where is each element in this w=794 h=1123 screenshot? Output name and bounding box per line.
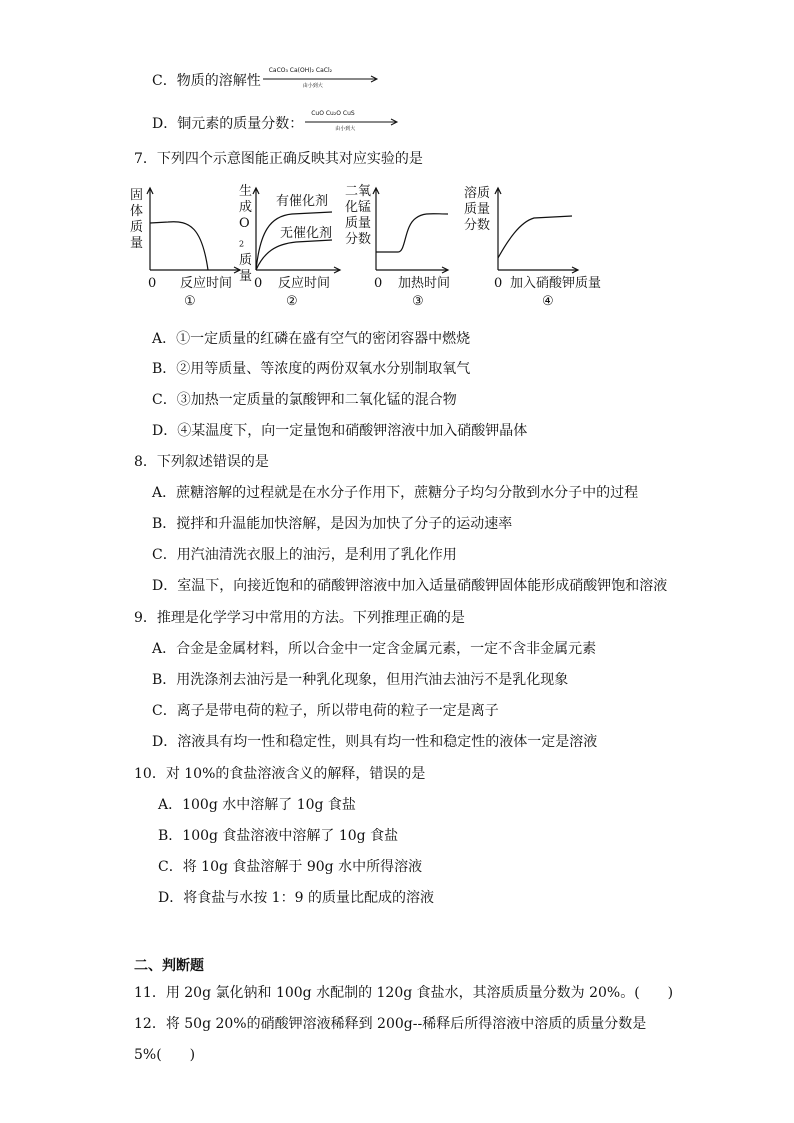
graph-3-plot <box>344 182 454 282</box>
graph-4-origin: 0 <box>494 276 503 291</box>
graph-1-plot <box>128 182 248 282</box>
q10-option-b: B．100g 食盐溶液中溶解了 10g 食盐 <box>158 828 399 844</box>
q10-stem: 10．对 10%的食盐溶液含义的解释，错误的是 <box>134 766 426 782</box>
graph-2-curve-no-catalyst <box>256 240 332 270</box>
q7-stem: 7．下列四个示意图能正确反映其对应实验的是 <box>134 151 423 167</box>
graph-1-xlabel: 反应时间 <box>180 276 233 291</box>
q9-option-a: A．合金是金属材料，所以合金中一定含金属元素，一定不含非金属元素 <box>152 641 597 657</box>
graph-2-xlabel: 反应时间 <box>278 276 331 291</box>
q10-option-c: C．将 10g 食盐溶解于 90g 水中所得溶液 <box>158 859 423 875</box>
q7-option-c: C．③加热一定质量的氯酸钾和二氧化锰的混合物 <box>152 392 457 408</box>
q7-option-a: A．①一定质量的红磷在盛有空气的密闭容器中燃烧 <box>152 331 471 347</box>
q7-graph-3 <box>344 182 454 314</box>
q6-option-c <box>152 67 381 90</box>
q10-option-a: A．100g 水中溶解了 10g 食盐 <box>158 797 356 813</box>
q7-option-d: D．④某温度下，向一定量饱和硝酸钾溶液中加入硝酸钾晶体 <box>152 423 528 439</box>
graph-4-ylabel: 溶质质量分数 <box>464 186 491 233</box>
graph-3-ylabel: 二氧化锰质量分数 <box>345 184 372 247</box>
q8-option-c: C．用汽油清洗衣服上的油污，是利用了乳化作用 <box>152 547 457 563</box>
graph-4-curve <box>498 216 572 258</box>
graph-2-ylabel-sub: 2 <box>239 239 245 249</box>
graph-3-number: ③ <box>412 294 424 309</box>
graph-4-xlabel: 加入硝酸钾质量 <box>510 276 602 291</box>
graph-2-curve2-label: 无催化剂 <box>280 226 333 241</box>
graph-1-number: ① <box>184 294 196 309</box>
q7-graph-2 <box>236 182 346 314</box>
graph-1-origin: 0 <box>148 276 157 291</box>
graph-2-curve1-label: 有催化剂 <box>276 194 329 209</box>
q6-option-c-label: C．物质的溶解性 <box>152 73 261 89</box>
q11-text: 11．用 20g 氯化钠和 100g 水配制的 120g 食盐水，其溶质质量分数为 20%。( ) <box>134 985 674 1001</box>
q9-option-b: B．用洗涤剂去油污是一种乳化现象，但用汽油去油污不是乳化现象 <box>152 672 569 688</box>
graph-2-number: ② <box>286 294 298 309</box>
q6-option-d-label: D．铜元素的质量分数： <box>152 116 304 132</box>
graph-2-origin: 0 <box>254 276 263 291</box>
q8-option-a: A．蔗糖溶解的过程就是在水分子作用下，蔗糖分子均匀分散到水分子中的过程 <box>152 485 639 501</box>
q6-option-c-arrow <box>263 67 381 89</box>
q12-text-line1: 12．将 50g 20%的硝酸钾溶液稀释到 200g--稀释后所得溶液中溶质的质量分数是 <box>134 1016 647 1032</box>
q6-option-c-arrow-above: CaCO₃ Ca(OH)₂ CaCl₂ <box>268 67 333 74</box>
q6-option-d-arrow-below: 由小到大 <box>335 126 356 132</box>
graph-2-ylabel-o: O <box>239 216 250 231</box>
q10-option-d: D．将食盐与水按 1：9 的质量比配成的溶液 <box>158 890 434 906</box>
q9-option-d: D．溶液具有均一性和稳定性，则具有均一性和稳定性的液体一定是溶液 <box>152 734 598 750</box>
q7-graph-1 <box>128 182 248 314</box>
q12-text-line2: 5%( ) <box>134 1047 196 1063</box>
q9-stem: 9．推理是化学学习中常用的方法。下列推理正确的是 <box>134 610 465 626</box>
section-2-heading: 二、判断题 <box>134 958 204 974</box>
graph-4-plot <box>464 182 614 282</box>
graph-2-ylabel-top: 生成 <box>239 184 253 215</box>
graph-4-number: ④ <box>542 294 554 309</box>
graph-3-origin: 0 <box>374 276 383 291</box>
q8-stem: 8．下列叙述错误的是 <box>134 454 269 470</box>
graph-3-xlabel: 加热时间 <box>398 276 451 291</box>
graph-1-curve <box>150 222 208 270</box>
q8-option-d: D．室温下，向接近饱和的硝酸钾溶液中加入适量硝酸钾固体能形成硝酸钾饱和溶液 <box>152 578 668 594</box>
graph-1-ylabel: 固体质量 <box>130 188 144 251</box>
q7-graph-4 <box>464 182 614 314</box>
graph-2-ylabel-bottom: 质量 <box>239 252 253 284</box>
q6-option-c-arrow-below: 由小到大 <box>302 83 323 89</box>
q6-option-d-arrow-above: CuO Cu₂O CuS <box>311 110 355 117</box>
q9-option-c: C．离子是带电荷的粒子，所以带电荷的粒子一定是离子 <box>152 703 499 719</box>
q6-option-d <box>152 110 401 133</box>
q8-option-b: B．搅拌和升温能加快溶解，是因为加快了分子的运动速率 <box>152 516 513 532</box>
graph-3-curve <box>376 214 448 252</box>
q6-option-d-arrow <box>305 110 401 132</box>
q7-option-b: B．②用等质量、等浓度的两份双氧水分别制取氧气 <box>152 361 471 377</box>
